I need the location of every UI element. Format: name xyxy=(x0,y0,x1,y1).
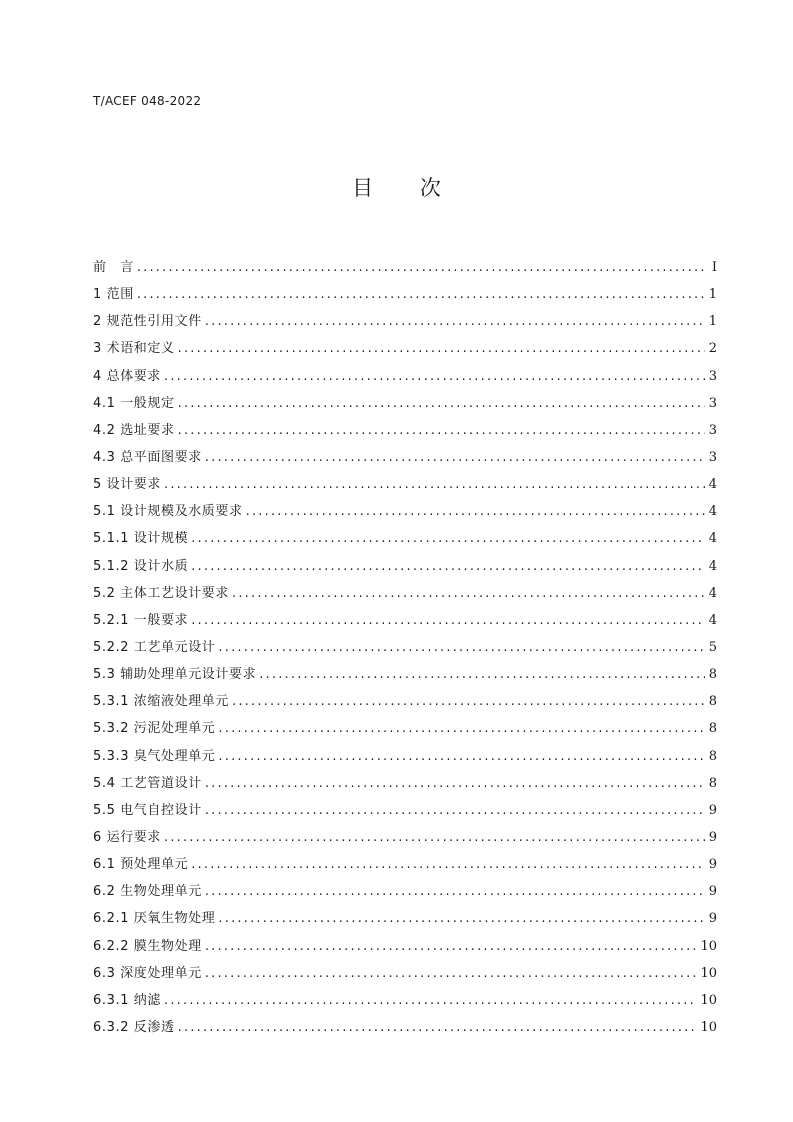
toc-entry[interactable] xyxy=(93,719,717,746)
toc-entry-page: 8 xyxy=(708,775,717,791)
toc-entry-label: 6.2.2 膜生物处理 xyxy=(93,938,202,954)
toc-dot-leader xyxy=(232,584,705,604)
toc-entry-label: 5.3.3 臭气处理单元 xyxy=(93,748,216,764)
toc-entry-label: 6 运行要求 xyxy=(93,829,162,845)
toc-entry-page: 8 xyxy=(708,748,717,764)
toc-entry[interactable] xyxy=(93,312,717,339)
toc-entry[interactable] xyxy=(93,367,717,394)
toc-entry-page: 1 xyxy=(708,287,717,303)
toc-entry-page: 9 xyxy=(708,911,717,927)
toc-entry-label: 5 设计要求 xyxy=(93,477,162,493)
toc-entry[interactable] xyxy=(93,502,717,529)
toc-entry-page: 5 xyxy=(708,639,717,655)
toc-entry[interactable] xyxy=(93,991,717,1018)
toc-entry-label: 4 总体要求 xyxy=(93,368,162,384)
toc-entry-label: 6.3 深度处理单元 xyxy=(93,965,202,981)
toc-entry[interactable] xyxy=(93,964,717,991)
toc-entry-label: 5.2 主体工艺设计要求 xyxy=(93,585,230,601)
toc-entry[interactable] xyxy=(93,828,717,855)
toc-entry-page: 1 xyxy=(708,314,717,330)
toc-entry-label: 4.1 一般规定 xyxy=(93,395,175,411)
toc-entry[interactable] xyxy=(93,394,717,421)
toc-entry[interactable] xyxy=(93,937,717,964)
toc-entry-page: 10 xyxy=(700,938,717,954)
toc-entry-page: 2 xyxy=(708,341,717,357)
toc-entry-label: 5.1.2 设计水质 xyxy=(93,558,189,574)
toc-dot-leader xyxy=(232,692,705,712)
toc-entry-page: 10 xyxy=(700,1019,717,1035)
toc-dot-leader xyxy=(205,937,697,957)
toc-entry-label: 1 范围 xyxy=(93,287,134,303)
toc-entry-label: 5.3 辅助处理单元设计要求 xyxy=(93,667,257,683)
toc-entry[interactable] xyxy=(93,285,717,312)
toc-entry-page: 4 xyxy=(708,531,717,547)
toc-entry-page: I xyxy=(711,260,717,275)
toc-dot-leader xyxy=(137,258,705,278)
toc-entry-page: 9 xyxy=(708,802,717,818)
table-of-contents xyxy=(93,258,717,1045)
toc-dot-leader xyxy=(191,529,705,549)
toc-dot-leader xyxy=(137,285,705,305)
toc-entry-label: 5.3.2 污泥处理单元 xyxy=(93,721,216,737)
toc-entry[interactable] xyxy=(93,584,717,611)
toc-dot-leader xyxy=(218,638,704,658)
toc-title: 目 次 xyxy=(352,176,461,200)
toc-dot-leader xyxy=(205,312,705,332)
toc-entry-label: 6.3.2 反渗透 xyxy=(93,1019,175,1035)
toc-entry[interactable] xyxy=(93,529,717,556)
toc-entry-page: 8 xyxy=(708,694,717,710)
toc-entry-label: 6.2.1 厌氧生物处理 xyxy=(93,911,216,927)
toc-entry-label: 6.3.1 纳滤 xyxy=(93,992,162,1008)
toc-entry[interactable] xyxy=(93,475,717,502)
toc-dot-leader xyxy=(205,801,705,821)
toc-entry[interactable] xyxy=(93,339,717,366)
toc-entry-page: 8 xyxy=(708,667,717,683)
toc-entry-label: 6.2 生物处理单元 xyxy=(93,884,202,900)
toc-dot-leader xyxy=(164,475,705,495)
toc-entry[interactable] xyxy=(93,692,717,719)
toc-entry-page: 3 xyxy=(708,422,717,438)
toc-entry[interactable] xyxy=(93,448,717,475)
toc-entry-page: 9 xyxy=(708,829,717,845)
toc-entry-label: 2 规范性引用文件 xyxy=(93,314,202,330)
toc-dot-leader xyxy=(178,1018,697,1038)
toc-entry-label: 5.3.1 浓缩液处理单元 xyxy=(93,694,230,710)
toc-entry-label: 4.2 选址要求 xyxy=(93,422,175,438)
toc-dot-leader xyxy=(191,557,705,577)
toc-entry[interactable] xyxy=(93,801,717,828)
toc-dot-leader xyxy=(178,339,705,359)
toc-entry[interactable] xyxy=(93,747,717,774)
toc-dot-leader xyxy=(218,909,704,929)
toc-entry-page: 4 xyxy=(708,585,717,601)
toc-dot-leader xyxy=(205,774,705,794)
toc-entry-page: 10 xyxy=(700,965,717,981)
toc-entry-page: 4 xyxy=(708,612,717,628)
toc-entry[interactable] xyxy=(93,909,717,936)
toc-entry-label: 5.1 设计规模及水质要求 xyxy=(93,504,243,520)
toc-entry-page: 9 xyxy=(708,884,717,900)
document-code: T/ACEF 048-2022 xyxy=(93,94,202,108)
toc-dot-leader xyxy=(259,665,705,685)
toc-entry-label: 6.1 预处理单元 xyxy=(93,857,189,873)
toc-dot-leader xyxy=(164,367,705,387)
toc-dot-leader xyxy=(205,964,697,984)
toc-entry-page: 9 xyxy=(708,857,717,873)
toc-entry-label: 前 言 xyxy=(93,260,134,275)
toc-dot-leader xyxy=(191,611,705,631)
toc-dot-leader xyxy=(205,882,705,902)
toc-entry-page: 10 xyxy=(700,992,717,1008)
toc-dot-leader xyxy=(246,502,705,522)
toc-entry[interactable] xyxy=(93,665,717,692)
toc-entry[interactable] xyxy=(93,774,717,801)
toc-entry-page: 3 xyxy=(708,449,717,465)
toc-dot-leader xyxy=(164,828,705,848)
toc-entry[interactable] xyxy=(93,855,717,882)
toc-entry-label: 5.1.1 设计规模 xyxy=(93,531,189,547)
toc-entry[interactable] xyxy=(93,611,717,638)
toc-entry[interactable] xyxy=(93,1018,717,1045)
toc-entry-page: 3 xyxy=(708,395,717,411)
toc-dot-leader xyxy=(205,448,705,468)
toc-dot-leader xyxy=(218,719,704,739)
toc-entry-page: 4 xyxy=(708,504,717,520)
toc-entry[interactable] xyxy=(93,421,717,448)
toc-entry-label: 5.2.2 工艺单元设计 xyxy=(93,639,216,655)
toc-entry-label: 5.2.1 一般要求 xyxy=(93,612,189,628)
toc-dot-leader xyxy=(178,421,705,441)
toc-entry[interactable] xyxy=(93,258,717,285)
toc-entry[interactable] xyxy=(93,638,717,665)
toc-entry-label: 3 术语和定义 xyxy=(93,341,175,357)
toc-dot-leader xyxy=(191,855,705,875)
toc-entry-label: 4.3 总平面图要求 xyxy=(93,449,202,465)
toc-entry[interactable] xyxy=(93,557,717,584)
toc-entry-label: 5.4 工艺管道设计 xyxy=(93,775,202,791)
toc-entry-page: 3 xyxy=(708,368,717,384)
toc-dot-leader xyxy=(164,991,696,1011)
toc-entry[interactable] xyxy=(93,882,717,909)
toc-entry-label: 5.5 电气自控设计 xyxy=(93,802,202,818)
toc-entry-page: 8 xyxy=(708,721,717,737)
toc-dot-leader xyxy=(218,747,704,767)
toc-entry-page: 4 xyxy=(708,558,717,574)
toc-entry-page: 4 xyxy=(708,477,717,493)
toc-dot-leader xyxy=(178,394,705,414)
